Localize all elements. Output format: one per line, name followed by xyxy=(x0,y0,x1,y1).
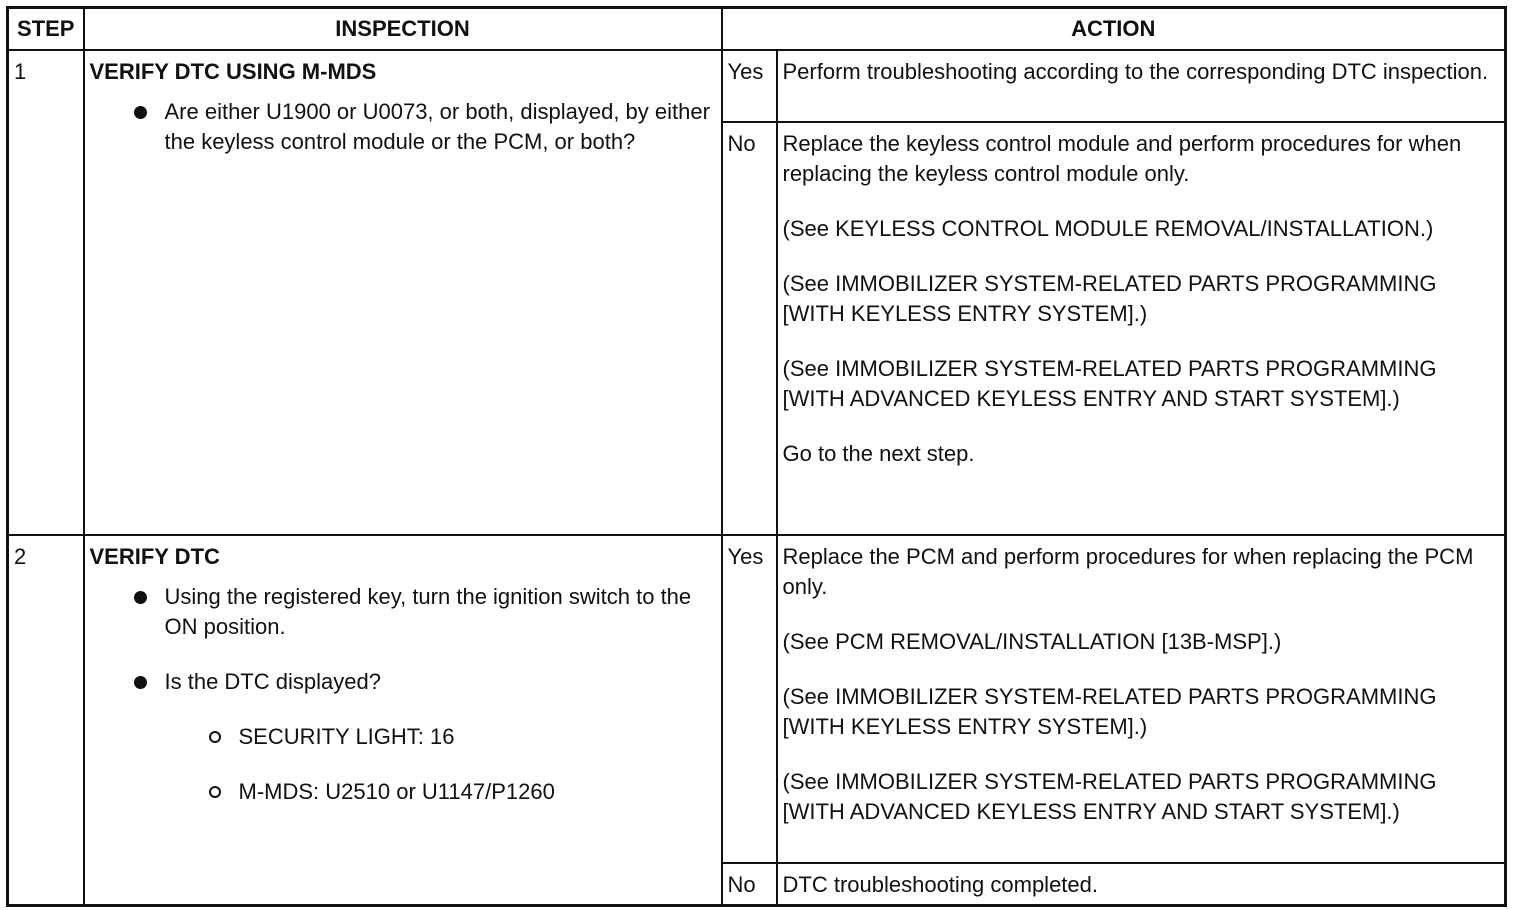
step-1-number: 1 xyxy=(8,50,84,535)
action-text: (See IMMOBILIZER SYSTEM-RELATED PARTS PROGRAMMING [WITH KEYLESS ENTRY SYSTEM].) xyxy=(782,683,1437,739)
sub-bullet-item xyxy=(90,777,716,807)
circle-bullet-icon xyxy=(209,786,221,798)
action-text: (See IMMOBILIZER SYSTEM-RELATED PARTS PROGRAMMING [WITH KEYLESS ENTRY SYSTEM].) xyxy=(782,270,1437,326)
step-2-yes-label: Yes xyxy=(722,535,777,863)
action-text: (See PCM REMOVAL/INSTALLATION [13B-MSP].) xyxy=(782,628,1282,654)
circle-bullet-icon xyxy=(209,731,221,743)
step-2-yes-action xyxy=(777,535,1506,863)
bullet-text: Are either U1900 or U0073, or both, displayed, by either the keyless control module or the PCM, or both? xyxy=(164,98,710,154)
step-1-no-label: No xyxy=(722,122,777,535)
action-text: Go to the next step. xyxy=(782,440,975,466)
action-text: DTC troubleshooting completed. xyxy=(782,871,1098,897)
action-text: (See KEYLESS CONTROL MODULE REMOVAL/INSTALLATION.) xyxy=(782,215,1434,241)
bullet-item xyxy=(90,667,716,697)
step-2-inspection xyxy=(84,535,722,906)
step-header: STEP xyxy=(8,8,84,50)
step-1-yes-action xyxy=(777,50,1506,122)
bullet-icon xyxy=(134,591,147,604)
bullet-item xyxy=(90,97,716,157)
bullet-text: Is the DTC displayed? xyxy=(164,668,381,694)
step-2-no-label: No xyxy=(722,863,777,906)
step-1-yes-label: Yes xyxy=(722,50,777,122)
header-row xyxy=(8,8,1506,50)
bullet-text: Using the registered key, turn the ignition switch to the ON position. xyxy=(164,583,692,639)
step-1-no-action xyxy=(777,122,1506,535)
bullet-item xyxy=(90,582,716,642)
step-2-title: VERIFY DTC xyxy=(89,543,220,569)
troubleshooting-table xyxy=(6,6,1507,907)
action-text: (See IMMOBILIZER SYSTEM-RELATED PARTS PROGRAMMING [WITH ADVANCED KEYLESS ENTRY AND START SYSTEM].) xyxy=(782,355,1437,411)
action-text: Perform troubleshooting according to the corresponding DTC inspection. xyxy=(782,58,1489,84)
action-text: (See IMMOBILIZER SYSTEM-RELATED PARTS PROGRAMMING [WITH ADVANCED KEYLESS ENTRY AND START SYSTEM].) xyxy=(782,768,1437,824)
action-text: Replace the keyless control module and perform procedures for when replacing the keyless control module only. xyxy=(782,130,1462,186)
sub-bullet-item xyxy=(90,722,716,752)
sub-bullet-text: M-MDS: U2510 or U1147/P1260 xyxy=(238,778,555,804)
step-1-inspection xyxy=(84,50,722,535)
step-2-no-action xyxy=(777,863,1506,906)
inspection-header: INSPECTION xyxy=(84,8,722,50)
step-2-yes-row xyxy=(8,535,1506,863)
bullet-icon xyxy=(134,106,147,119)
step-1-yes-row xyxy=(8,50,1506,122)
action-text: Replace the PCM and perform procedures for when replacing the PCM only. xyxy=(782,543,1474,599)
step-2-number: 2 xyxy=(8,535,84,906)
sub-bullet-text: SECURITY LIGHT: 16 xyxy=(238,723,455,749)
action-header: ACTION xyxy=(722,8,1506,50)
step-1-title: VERIFY DTC USING M-MDS xyxy=(89,58,377,84)
bullet-icon xyxy=(134,676,147,689)
